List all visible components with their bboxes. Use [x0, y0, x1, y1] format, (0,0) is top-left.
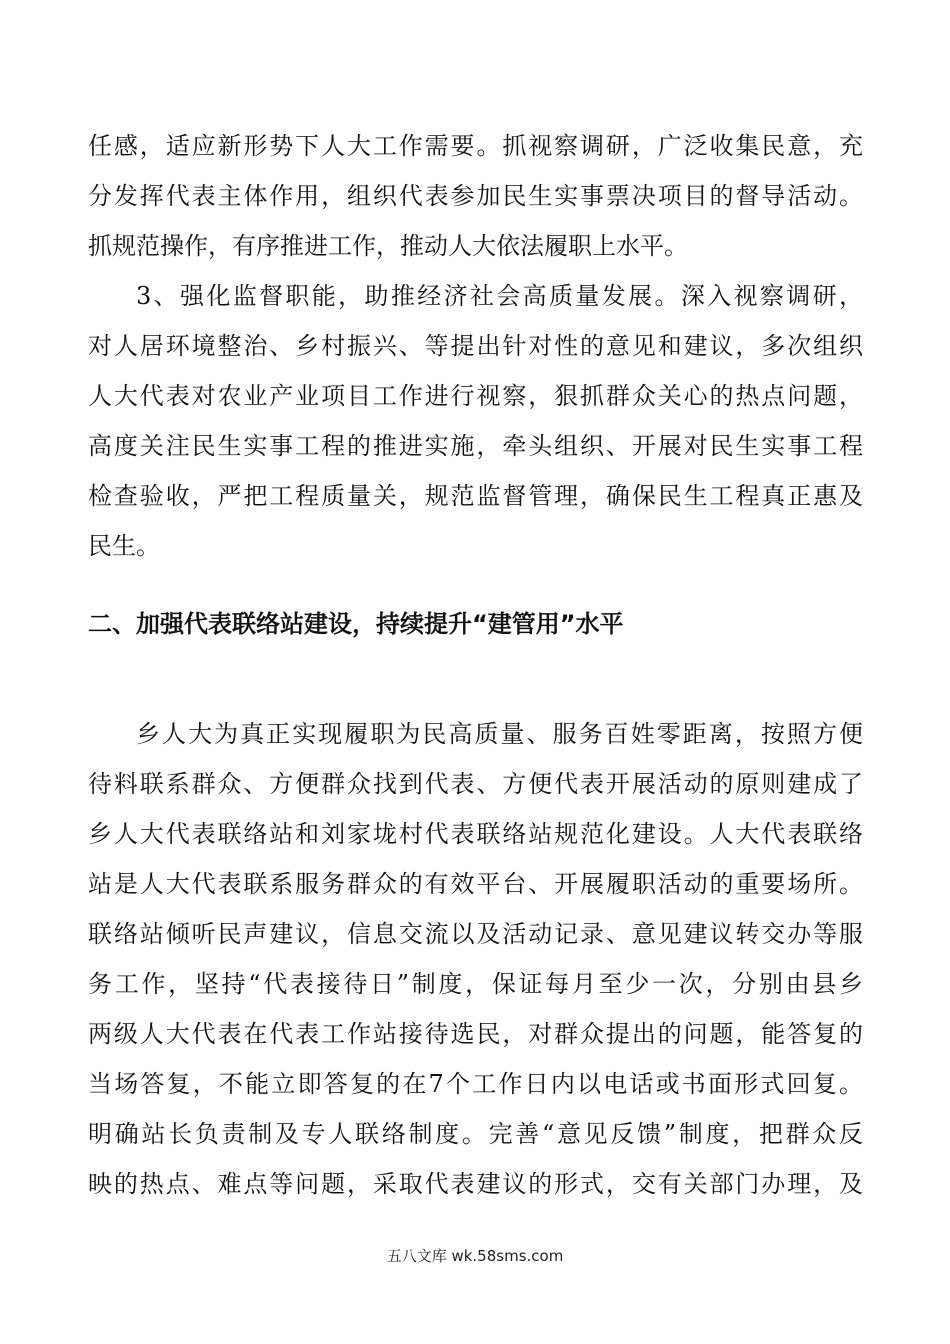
- text-line: 乡人大代表联络站和刘家垅村代表联络站规范化建设。人大代表联络: [88, 820, 863, 848]
- text-line: 民生。: [88, 532, 160, 560]
- text-line: 检查验收，严把工程质量关，规范监督管理，确保民生工程真正惠及: [88, 482, 863, 510]
- text-line: 任感，适应新形势下人大工作需要。抓视察调研，广泛收集民意，充: [88, 132, 863, 160]
- footer-watermark: 五八文库 wk.58sms.com: [386, 1247, 564, 1265]
- text-line: 待料联系群众、方便群众找到代表、方便代表开展活动的原则建成了: [88, 770, 863, 798]
- text-line: 当场答复，不能立即答复的在7个工作日内以电话或书面形式回复。: [88, 1070, 863, 1098]
- text-line: 乡人大为真正实现履职为民高质量、服务百姓零距离，按照方便: [136, 720, 863, 748]
- text-line: 高度关注民生实事工程的推进实施，牵头组织、开展对民生实事工程: [88, 432, 863, 460]
- text-line: 联络站倾听民声建议，信息交流以及活动记录、意见建议转交办等服: [88, 920, 863, 948]
- text-line: 映的热点、难点等问题，采取代表建议的形式，交有关部门办理，及: [88, 1170, 863, 1198]
- text-line: 对人居环境整治、乡村振兴、等提出针对性的意见和建议，多次组织: [88, 332, 863, 360]
- text-line: 分发挥代表主体作用，组织代表参加民生实事票决项目的督导活动。: [88, 182, 863, 210]
- text-line: 两级人大代表在代表工作站接待选民，对群众提出的问题，能答复的: [88, 1020, 863, 1048]
- text-line: 站是人大代表联系服务群众的有效平台、开展履职活动的重要场所。: [88, 870, 863, 898]
- text-line: 务工作，坚持“代表接待日”制度，保证每月至少一次，分别由县乡: [88, 970, 863, 998]
- section-heading: 二、加强代表联络站建设，持续提升“建管用”水平: [88, 610, 624, 638]
- text-line: 人大代表对农业产业项目工作进行视察，狠抓群众关心的热点问题，: [88, 382, 863, 410]
- text-line: 抓规范操作，有序推进工作，推动人大依法履职上水平。: [88, 232, 688, 260]
- text-line: 3、强化监督职能，助推经济社会高质量发展。深入视察调研，: [136, 282, 863, 310]
- text-line: 明确站长负责制及专人联络制度。完善“意见反馈”制度，把群众反: [88, 1120, 863, 1148]
